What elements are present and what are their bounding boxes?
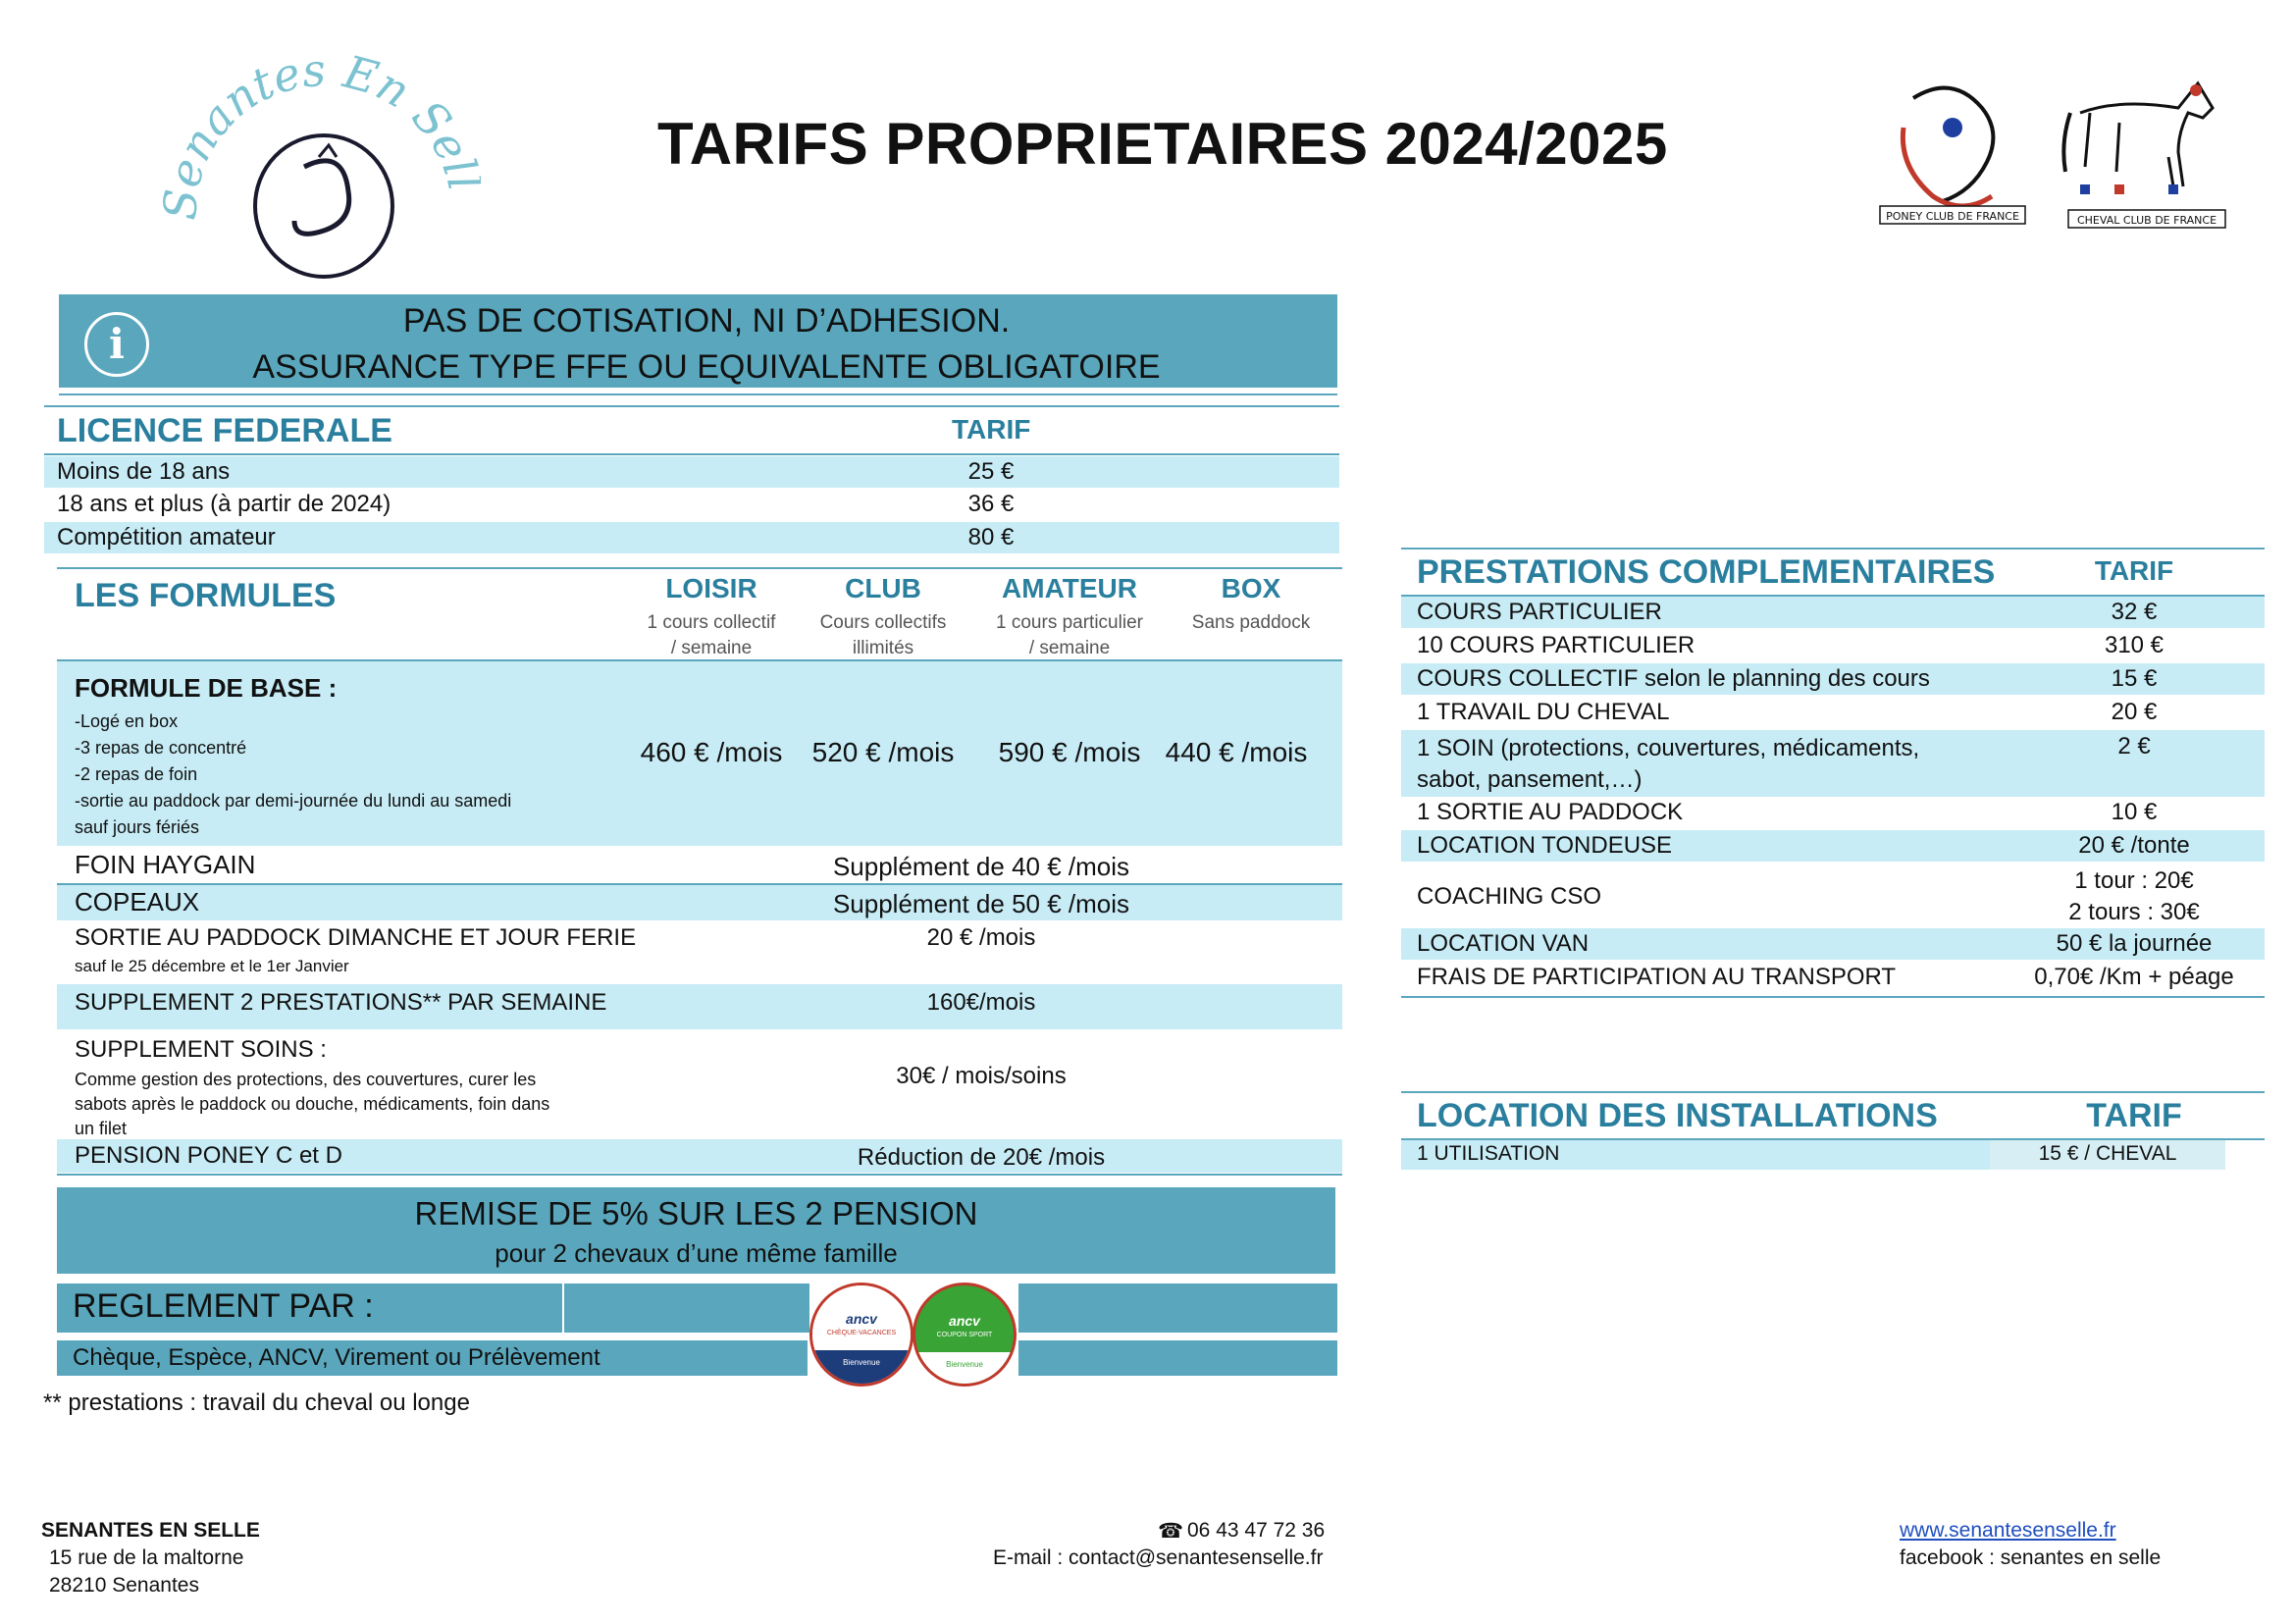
col-header-box: BOX [1221,573,1281,603]
licence-price: 36 € [967,491,1015,517]
prestation-price: 15 € [2111,665,2158,692]
prestation-label: 1 TRAVAIL DU CHEVAL [1417,699,1670,725]
page-title: TARIFS PROPRIETAIRES 2024/2025 [657,111,1668,177]
col-header-club: CLUB [845,573,921,603]
prestation-price: 20 € [2111,699,2158,725]
prestation-label: COACHING CSO [1417,883,1602,910]
formule-row-label: SUPPLEMENT SOINS : [75,1036,327,1063]
list-item: -3 repas de concentré [75,738,247,758]
footer-facebook: facebook : senantes en selle [1900,1546,2162,1569]
prestation-label: LOCATION VAN [1417,930,1590,957]
prestations-header: PRESTATIONS COMPLEMENTAIRES [1417,553,1996,591]
banner-text [118,298,1295,391]
formule-row-value: 160€/mois [926,989,1036,1016]
formule-row-value: Réduction de 20€ /mois [857,1144,1106,1171]
divider [44,453,1339,455]
discount-line-2: pour 2 chevaux d’une même famille [495,1238,898,1268]
formule-row-value: Supplément de 40 € /mois [832,852,1130,881]
formule-row-label: SUPPLEMENT 2 PRESTATIONS** PAR SEMAINE [75,989,607,1016]
info-icon: i [84,312,149,377]
prestation-price: 32 € [2111,599,2158,625]
prestation-label: COURS COLLECTIF selon le planning des cours [1417,665,1930,692]
location-label: 1 UTILISATION [1417,1142,1560,1165]
price-loisir: 460 € /mois [640,737,783,767]
licence-label: Compétition amateur [57,524,276,550]
reglement-cell [564,1283,809,1333]
prestation-price: 2 € [2117,733,2151,760]
svg-text:CHEVAL CLUB DE FRANCE: CHEVAL CLUB DE FRANCE [2076,214,2217,227]
base-items [75,708,511,841]
cheval-club-logo [2060,69,2232,231]
licence-label: 18 ans et plus (à partir de 2024) [57,491,391,517]
col-sub: 1 cours particulier / semaine [996,612,1143,658]
prestation-price: 50 € la journée [2056,930,2213,957]
footer-email[interactable]: E-mail : contact@senantesenselle.fr [993,1546,1324,1569]
price-amateur: 590 € /mois [998,737,1141,767]
prestations-tarif-header: TARIF [2094,555,2174,586]
location-tarif-header: TARIF [2086,1097,2182,1134]
formules-header: LES FORMULES [75,577,337,614]
footer-name: SENANTES EN SELLE [41,1519,260,1542]
svg-text:Senantes En Selle: Senantes En Se [157,42,481,222]
footer-street: 15 rue de la maltorne [49,1546,244,1569]
licence-price: 80 € [967,524,1015,550]
prestations-note: ** prestations : travail du cheval ou longe [43,1389,470,1416]
footer-city: 28210 Senantes [49,1574,199,1597]
senantes-logo [157,39,481,285]
list-item: -2 repas de foin [75,764,198,784]
reglement-header: REGLEMENT PAR : [73,1287,374,1325]
prestation-label: LOCATION TONDEUSE [1417,832,1673,859]
licence-tarif-header: TARIF [952,414,1031,445]
reglement-cell [1018,1340,1337,1376]
ancv-cheque-vacances-logo: ancv CHÈQUE-VACANCES Bienvenue [809,1283,913,1387]
formule-row-sub: Comme gestion des protections, des couvertures, curer les sabots après le paddock ou douche, médicaments, foin dans un filet [75,1070,550,1138]
prestation-label: FRAIS DE PARTICIPATION AU TRANSPORT [1417,964,1897,990]
formule-row-label: FOIN HAYGAIN [75,850,256,879]
reglement-methods: Chèque, Espèce, ANCV, Virement ou Prélèvement [73,1344,600,1371]
licence-label: Moins de 18 ans [57,458,231,485]
formule-row-label: PENSION PONEY C et D [75,1142,342,1169]
prestation-price: 1 tour : 20€ 2 tours : 30€ [2068,867,2200,925]
list-item: -sortie au paddock par demi-journée du lundi au samedi [75,791,512,811]
col-header-loisir: LOISIR [665,573,757,603]
prestation-label: 1 SORTIE AU PADDOCK [1417,799,1684,825]
col-sub: Sans paddock [1191,612,1311,633]
formule-row-sub: sauf le 25 décembre et le 1er Janvier [75,957,349,975]
price-club: 520 € /mois [811,737,955,767]
divider [57,1174,1342,1176]
prestation-price: 10 € [2111,799,2158,825]
prestation-price: 20 € /tonte [2078,832,2190,859]
col-sub: 1 cours collectif / semaine [647,612,776,658]
licence-price: 25 € [967,458,1015,485]
website-link[interactable]: www.senantesenselle.fr [1900,1519,2116,1542]
location-price: 15 € / CHEVAL [2038,1142,2177,1165]
divider [44,405,1339,407]
list-item: -Logé en box [75,711,179,731]
formule-row-value: Supplément de 50 € /mois [832,889,1130,918]
prestation-price: 0,70€ /Km + péage [2034,964,2234,990]
reglement-cell [1018,1283,1337,1333]
formule-row-value: 30€ / mois/soins [896,1063,1067,1089]
banner-line-1: PAS DE COTISATION, NI D’ADHESION. [402,302,1011,340]
formule-row-label: SORTIE AU PADDOCK DIMANCHE ET JOUR FERIE [75,924,637,951]
divider [1401,996,2265,998]
prestation-label: COURS PARTICULIER [1417,599,1662,625]
col-sub: Cours collectifs illimités [819,612,947,658]
location-header: LOCATION DES INSTALLATIONS [1417,1097,1938,1134]
price-box: 440 € /mois [1165,737,1308,767]
base-title: FORMULE DE BASE : [75,673,338,703]
footer-phone: 06 43 47 72 36 [1187,1519,1326,1542]
table-row [44,456,1339,488]
poney-club-logo [1874,69,2031,231]
list-item: sauf jours fériés [75,817,200,837]
divider [1401,1091,2265,1093]
ancv-coupon-sport-logo: ancv COUPON SPORT Bienvenue [913,1283,1017,1387]
phone-icon: ☎ [1158,1520,1184,1543]
prestation-price: 310 € [2104,632,2165,658]
discount-line-1: REMISE DE 5% SUR LES 2 PENSION [414,1195,978,1231]
licence-header: LICENCE FEDERALE [57,412,392,449]
banner-line-2: ASSURANCE TYPE FFE OU EQUIVALENTE OBLIGATOIRE [252,348,1161,386]
col-header-amateur: AMATEUR [1002,573,1137,603]
svg-text:PONEY CLUB DE FRANCE: PONEY CLUB DE FRANCE [1886,210,2019,223]
prestation-label: 1 SOIN (protections, couvertures, médicaments, sabot, pansement,…) [1417,735,1920,793]
divider [1401,548,2265,550]
divider [57,567,1342,569]
divider [59,393,1337,395]
formule-row-value: 20 € /mois [926,924,1036,951]
prestation-label: 10 COURS PARTICULIER [1417,632,1695,658]
formule-row-label: COPEAUX [75,887,200,917]
